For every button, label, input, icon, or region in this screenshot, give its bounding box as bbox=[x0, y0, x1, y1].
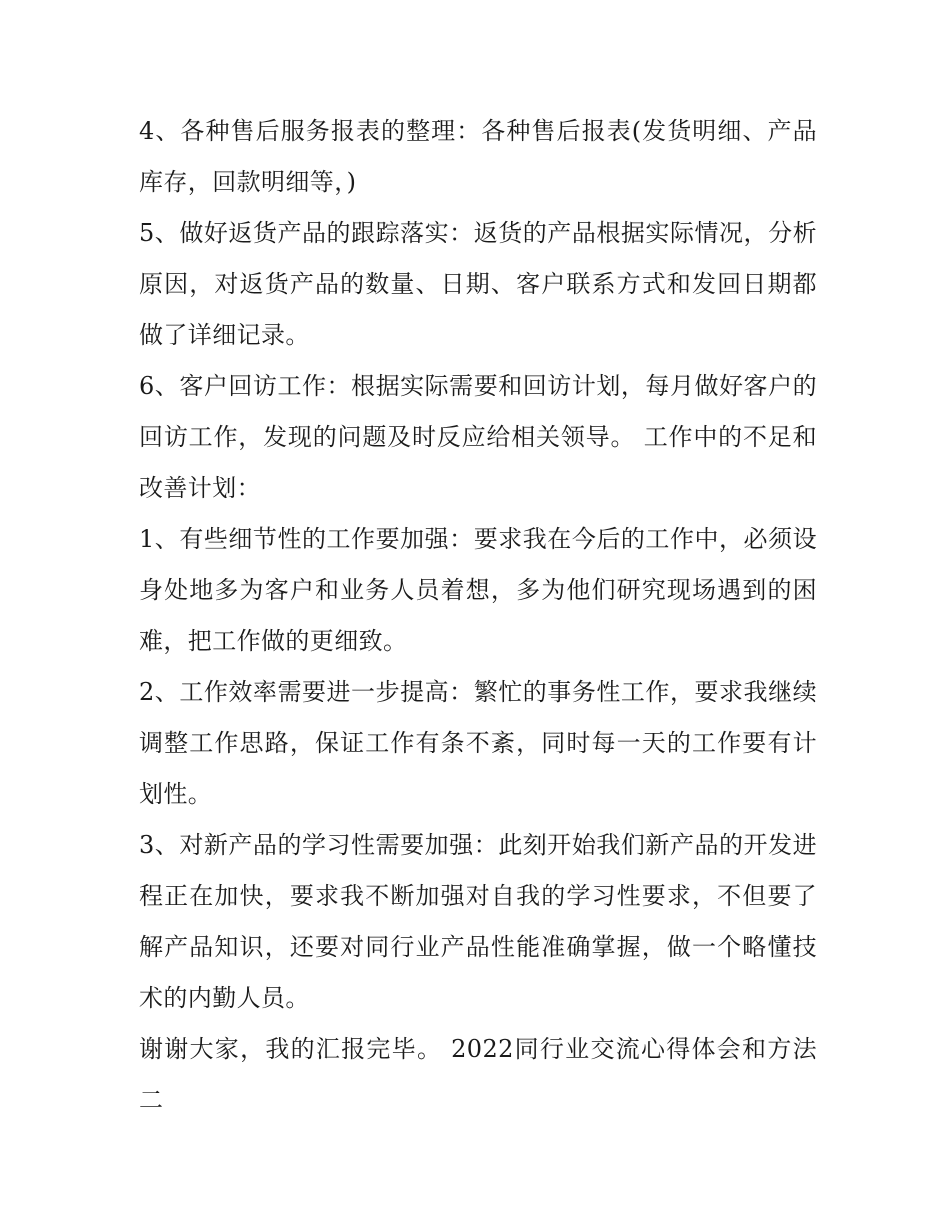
paragraph-closing: 谢谢大家，我的汇报完毕。 2022同行业交流心得体会和方法二 bbox=[139, 1035, 817, 1114]
paragraph-returned-goods: 5、做好返货产品的跟踪落实：返货的产品根据实际情况，分析原因，对返货产品的数量、日期、客户联系方式和发回日期都做了详细记录。 bbox=[139, 219, 817, 349]
paragraph-work-efficiency: 2、工作效率需要进一步提高：繁忙的事务性工作，要求我继续调整工作思路，保证工作有条不紊，同时每一天的工作要有计划性。 bbox=[139, 678, 817, 808]
paragraph-customer-revisit: 6、客户回访工作：根据实际需要和回访计划，每月做好客户的回访工作，发现的问题及时反应给相关领导。 工作中的不足和改善计划： bbox=[139, 372, 817, 502]
paragraph-detail-work: 1、有些细节性的工作要加强：要求我在今后的工作中，必须设身处地多为客户和业务人员着想，多为他们研究现场遇到的困难，把工作做的更细致。 bbox=[139, 525, 817, 655]
document-body bbox=[139, 106, 817, 1126]
paragraph-new-product-learning: 3、对新产品的学习性需要加强：此刻开始我们新产品的开发进程正在加快，要求我不断加强对自我的学习性要求，不但要了解产品知识，还要对同行业产品性能准确掌握，做一个略懂技术的内勤人员。 bbox=[139, 831, 817, 1012]
paragraph-after-sales-reports: 4、各种售后服务报表的整理：各种售后报表(发货明细、产品库存，回款明细等，) bbox=[139, 117, 817, 196]
